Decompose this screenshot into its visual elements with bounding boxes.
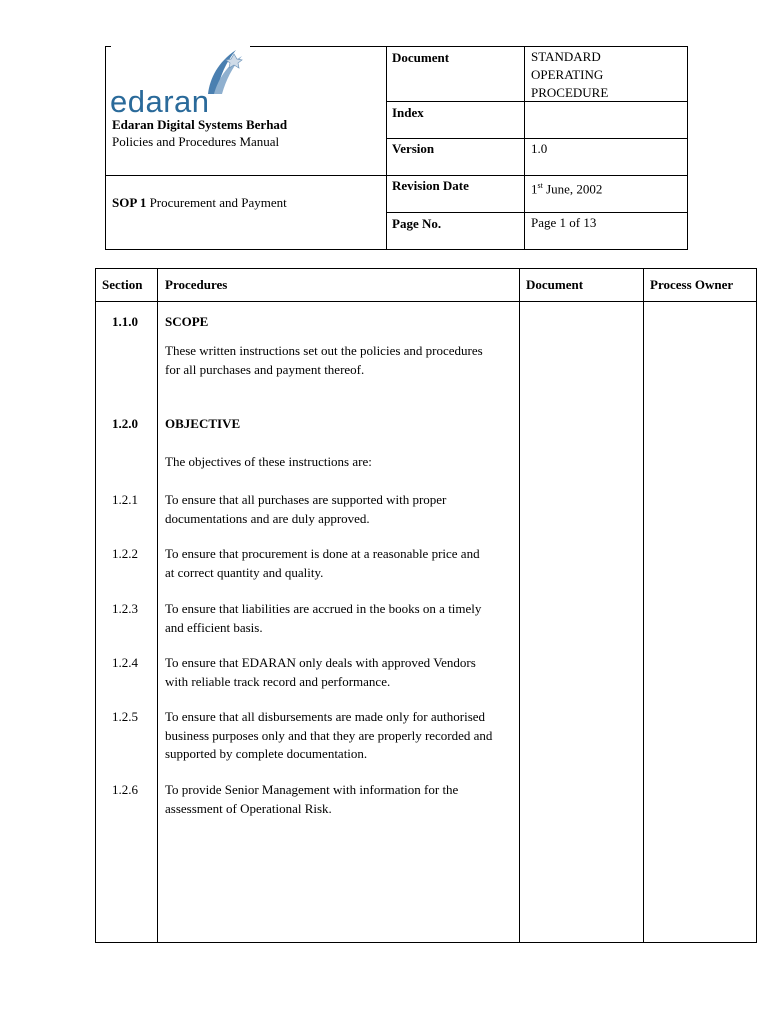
- company-name: Edaran Digital Systems Berhad: [112, 117, 288, 132]
- text-line: documentations and are duly approved.: [165, 510, 370, 526]
- table-bottom-border: [95, 942, 757, 943]
- column-header-document: Document: [526, 277, 584, 292]
- manual-title: Policies and Procedures Manual: [112, 134, 280, 149]
- text-line: To ensure that EDARAN only deals with approved Vendors: [165, 655, 476, 670]
- revision-day-suffix: st: [537, 181, 543, 190]
- section-number: 1.2.0: [112, 416, 138, 431]
- text-line: To ensure that all purchases are supported with proper: [165, 492, 447, 507]
- objective-item: [165, 781, 458, 818]
- header-top-border: [250, 46, 687, 47]
- section-heading-scope: SCOPE: [165, 314, 209, 329]
- text-line: supported by complete documentation.: [165, 746, 368, 761]
- header-row-line-2: [386, 138, 688, 139]
- text-line: These written instructions set out the policies and procedures: [165, 343, 483, 358]
- objective-item: [165, 654, 476, 691]
- section-number: 1.2.2: [112, 546, 138, 561]
- header-row-line-3: [386, 175, 688, 176]
- header-right-border: [687, 46, 688, 250]
- value-document: [531, 48, 608, 102]
- section-number: 1.2.3: [112, 601, 138, 616]
- label-document: Document: [392, 50, 450, 65]
- header-bottom-border: [105, 249, 688, 250]
- table-col-divider-3: [643, 268, 644, 943]
- value-document-line: PROCEDURE: [531, 85, 609, 100]
- header-left-split: [105, 175, 387, 176]
- label-revision-date: Revision Date: [392, 178, 469, 193]
- header-divider-vertical-2: [524, 46, 525, 250]
- objective-intro: The objectives of these instructions are:: [165, 454, 372, 469]
- objective-item: [165, 708, 492, 764]
- column-header-section: Section: [102, 277, 143, 292]
- objective-item: [165, 545, 480, 582]
- scope-paragraph: [165, 342, 483, 379]
- table-top-border: [95, 268, 757, 269]
- header-left-border: [105, 46, 106, 250]
- section-number: 1.2.1: [112, 492, 138, 507]
- text-line: business purposes only and that they are properly recorded and: [165, 727, 493, 743]
- revision-month-year: June, 2002: [542, 181, 603, 197]
- label-version: Version: [392, 141, 435, 156]
- text-line: at correct quantity and quality.: [165, 564, 324, 580]
- table-right-border: [756, 268, 757, 943]
- section-number: 1.2.5: [112, 709, 138, 724]
- text-line: To provide Senior Management with information for the: [165, 782, 459, 797]
- sop-title: [112, 194, 287, 213]
- section-number: 1.1.0: [112, 314, 138, 329]
- column-header-procedures: Procedures: [165, 277, 228, 292]
- text-line: and efficient basis.: [165, 619, 263, 635]
- value-document-line: OPERATING: [531, 67, 604, 82]
- text-line: To ensure that liabilities are accrued in the books on a timely: [165, 601, 482, 616]
- text-line: with reliable track record and performance.: [165, 673, 391, 689]
- objective-item: [165, 491, 446, 528]
- sop-code: SOP 1: [112, 195, 147, 210]
- header-row-line-4: [386, 212, 688, 213]
- table-col-divider-2: [519, 268, 520, 943]
- text-line: assessment of Operational Risk.: [165, 800, 332, 816]
- header-divider-vertical: [386, 46, 387, 250]
- value-document-line: STANDARD: [531, 49, 601, 64]
- objective-item: [165, 600, 481, 637]
- edaran-logo-wordmark: edaran: [110, 84, 210, 119]
- label-index: Index: [392, 105, 424, 120]
- text-line: To ensure that procurement is done at a reasonable price and: [165, 546, 480, 561]
- label-page-no: Page No.: [392, 216, 442, 231]
- text-line: To ensure that all disbursements are made only for authorised: [165, 709, 486, 724]
- sop-name: Procurement and Payment: [149, 195, 287, 210]
- section-number: 1.2.4: [112, 655, 138, 670]
- table-header-bottom-border: [95, 301, 757, 302]
- section-heading-objective: OBJECTIVE: [165, 416, 241, 431]
- value-page-no: Page 1 of 13: [531, 215, 597, 230]
- value-revision-date: [531, 177, 602, 198]
- value-version: 1.0: [531, 141, 548, 156]
- text-line: for all purchases and payment thereof.: [165, 361, 365, 377]
- section-number: 1.2.6: [112, 782, 138, 797]
- table-left-border: [95, 268, 96, 943]
- revision-day: 1: [531, 181, 538, 197]
- column-header-process-owner: Process Owner: [650, 277, 734, 292]
- table-col-divider-1: [157, 268, 158, 943]
- header-top-left-tick: [105, 46, 111, 47]
